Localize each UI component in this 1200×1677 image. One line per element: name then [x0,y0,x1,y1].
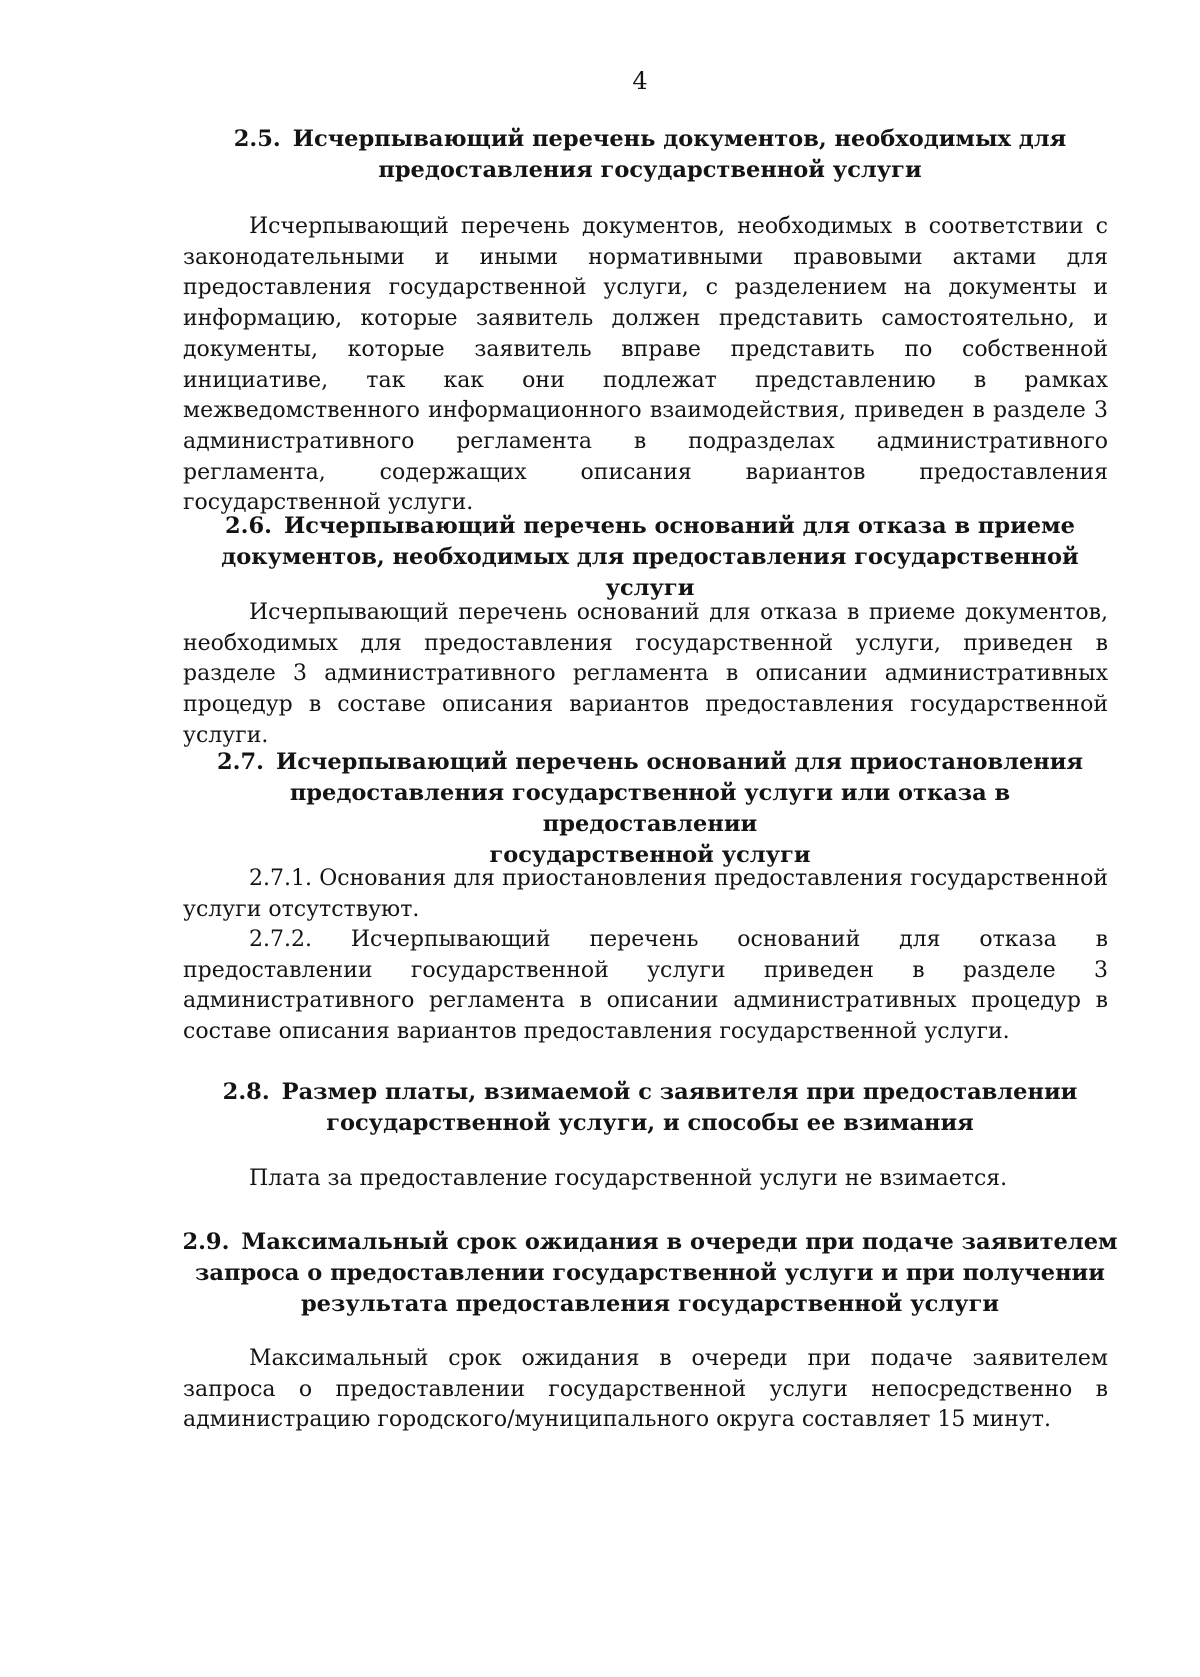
section-heading-2-7 [180,747,1120,871]
heading-line: документов, необходимых для предоставления государственной услуги [221,544,1079,601]
heading-line [180,747,1120,778]
section-2-9-paragraph: Максимальный срок ожидания в очереди при подаче заявителем запроса о предоставлении государственной услуги непосредственно в администрацию городского/муниципального округа составляет 15 минут. [183,1346,1108,1433]
section-2-5-paragraph: Исчерпывающий перечень документов, необходимых в соответствии с законодательными и иными нормативными правовыми актами для предоставления государственной услуги, с разделением на документы и информацию, которые заявитель должен представить самостоятельно, и документы, которые заявитель вправе представить по собственной инициативе, так как они подлежат представлению в рамках межведомственного информационного взаимодействия, приведен в разделе 3 административного регламента в подразделах административного регламента, содержащих описания вариантов предоставления государственной услуги. [183,214,1108,516]
section-number: 2.7. [216,749,264,775]
section-2-8-paragraph: Плата за предоставление государственной услуги не взимается. [249,1166,1008,1191]
heading-text: Максимальный срок ожидания в очереди при подаче заявителем [241,1229,1118,1255]
section-heading-2-8 [180,1077,1120,1139]
heading-line: государственной услуги, и способы ее взимания [326,1110,974,1136]
heading-text: Исчерпывающий перечень документов, необходимых для [292,126,1067,152]
section-heading-2-9 [180,1227,1120,1320]
heading-line [180,124,1120,155]
section-number: 2.6. [225,513,272,539]
heading-line: государственной услуги [489,842,811,868]
heading-text: Исчерпывающий перечень оснований для приостановления [275,749,1084,775]
heading-line [180,511,1120,542]
heading-line: результата предоставления государственной услуги [300,1291,1000,1317]
heading-line: предоставления государственной услуги или отказа в предоставлении [289,780,1011,837]
section-number: 2.9. [182,1229,230,1255]
section-heading-2-6 [180,511,1120,604]
heading-line [180,1077,1120,1108]
section-number: 2.5. [233,126,281,152]
heading-line: предоставления государственной услуги [378,157,922,183]
section-number: 2.8. [222,1079,270,1105]
page-number: 4 [632,67,648,95]
section-2-6-paragraph: Исчерпывающий перечень оснований для отказа в приеме документов, необходимых для предоставления государственной услуги, приведен в разделе 3 административного регламента в описании административных процедур в составе описания вариантов предоставления государственной услуги. [183,600,1108,748]
section-2-7-2-paragraph: 2.7.2. Исчерпывающий перечень оснований для отказа в предоставлении государственной услуги приведен в разделе 3 административного регламента в описании административных процедур в составе описания вариантов предоставления государственной услуги. [183,927,1108,1045]
section-heading-2-5 [180,124,1120,186]
section-2-7-1-paragraph: 2.7.1. Основания для приостановления предоставления государственной услуги отсутствуют. [183,866,1108,922]
heading-text: Размер платы, взимаемой с заявителя при предоставлении [281,1079,1078,1105]
heading-text: Исчерпывающий перечень оснований для отказа в приеме [283,513,1075,539]
heading-line [180,1227,1120,1258]
heading-line: запроса о предоставлении государственной услуги и при получении [195,1260,1105,1286]
